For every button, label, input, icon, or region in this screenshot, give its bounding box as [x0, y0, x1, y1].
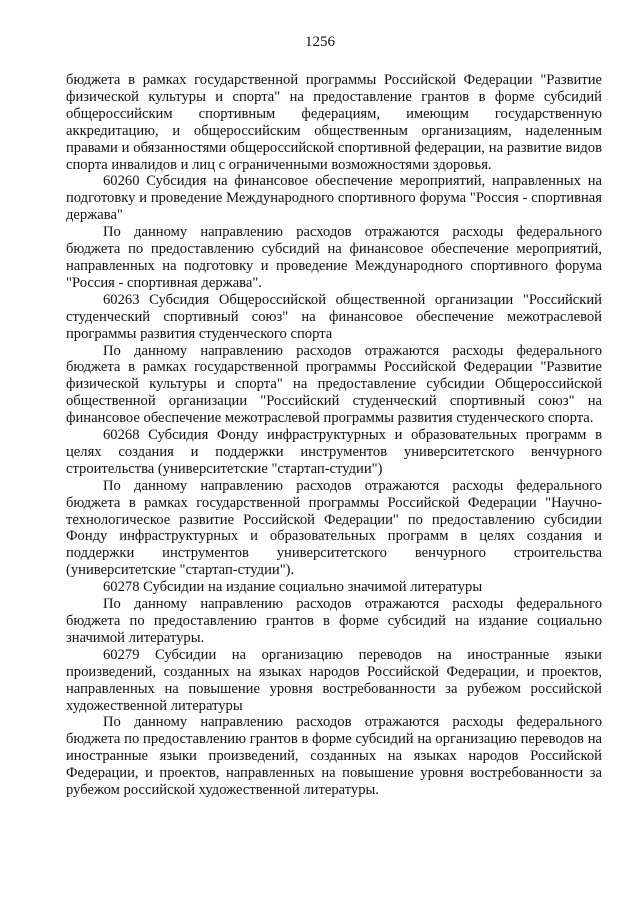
heading-60263: 60263 Субсидия Общероссийской общественной организации "Российский студенческий спортивный союз" на финансовое обеспечение межотраслевой программы развития студенческого спорта	[66, 291, 602, 342]
heading-60260: 60260 Субсидия на финансовое обеспечение мероприятий, направленных на подготовку и проведение Международного спортивного форума "Россия - спортивная держава"	[66, 173, 602, 224]
heading-60278: 60278 Субсидии на издание социально значимой литературы	[103, 579, 483, 596]
page-number: 1256	[305, 34, 335, 50]
paragraph-60263-description: По данному направлению расходов отражаются расходы федерального бюджета в рамках государственной программы Российской Федерации "Развитие физической культуры и спорта" на предоставление субсидии Общероссийской общественной организации "Российский студенческий спортивный союз" на финансовое обеспечение межотраслевой программы развития студенческого спорта.	[66, 342, 602, 427]
paragraph-continuation: бюджета в рамках государственной программы Российской Федерации "Развитие физической культуры и спорта" на предоставление грантов в форме субсидий общероссийским спортивным федерациям, имеющим государственную аккредитацию, и общероссийским общественным организациям, наделенным правами и обязанностями общероссийской спортивной федерации, на развитие видов спорта инвалидов и лиц с ограниченными возможностями здоровья.	[66, 72, 602, 173]
document-body	[66, 72, 602, 799]
heading-60268: 60268 Субсидия Фонду инфраструктурных и образовательных программ в целях создания и поддержки инструментов университетского венчурного строительства (университетские "стартап-студии")	[66, 427, 602, 477]
paragraph-60260-description: По данному направлению расходов отражаются расходы федерального бюджета по предоставлению субсидий на финансовое обеспечение мероприятий, направленных на подготовку и проведение Международного спортивного форума "Россия - спортивная держава".	[66, 224, 602, 291]
paragraph-60278-description: По данному направлению расходов отражаются расходы федерального бюджета по предоставлению грантов в форме субсидий на издание социально значимой литературы.	[66, 596, 602, 646]
paragraph-60279-description: По данному направлению расходов отражаются расходы федерального бюджета по предоставлению грантов в форме субсидий на организацию переводов на иностранные языки произведений, созданных на языках народов Российской Федерации, и проектов, направленных на повышение уровня востребованности за рубежом российской художественной литературы.	[66, 714, 602, 799]
paragraph-60268-description: По данному направлению расходов отражаются расходы федерального бюджета в рамках государственной программы Российской Федерации "Научно-технологическое развитие Российской Федерации" по предоставлению субсидии Фонду инфраструктурных и образовательных программ в целях создания и поддержки инструментов университетского венчурного строительства (университетские "стартап-студии").	[66, 477, 602, 579]
heading-60279: 60279 Субсидии на организацию переводов на иностранные языки произведений, созданных на языках народов Российской Федерации, и проектов, направленных на повышение уровня востребованности за рубежом российской художественной литературы	[66, 646, 602, 714]
